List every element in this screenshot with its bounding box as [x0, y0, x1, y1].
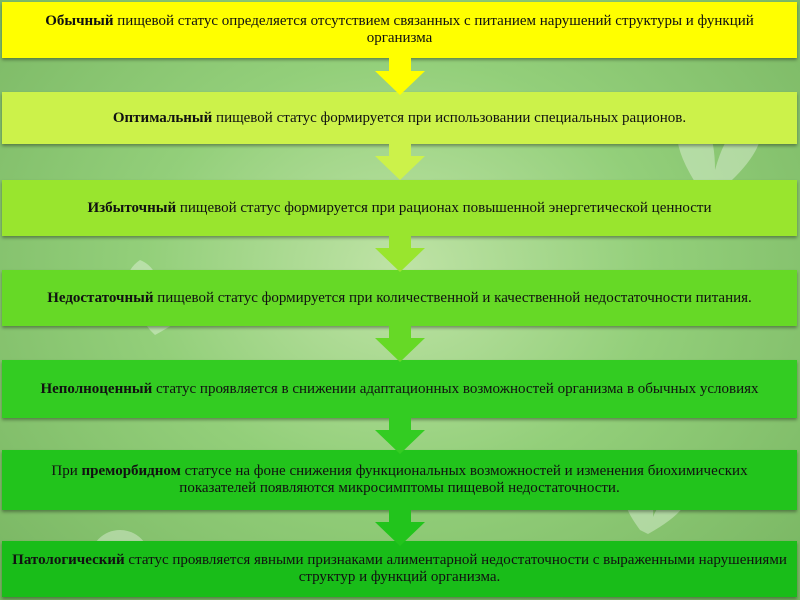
step-box-premorbid: [2, 450, 797, 510]
step-description: пищевой статус формируется при количественной и качественной недостаточности питания.: [153, 289, 752, 306]
step-box-excess: [2, 180, 797, 236]
step-description: пищевой статус формируется при рационах повышенной энергетической ценности: [176, 199, 712, 216]
down-arrow-icon: [375, 506, 425, 546]
down-arrow-icon: [375, 140, 425, 180]
step-box-pathological: [2, 541, 797, 597]
step-prefix: При: [51, 463, 82, 479]
step-description: статус проявляется явными признаками алиментарной недостаточности с выраженными нарушениями структур и функций организма.: [124, 552, 787, 585]
step-box-optimal: [2, 92, 797, 144]
step-box-normal: [2, 2, 797, 58]
step-description: статус проявляется в снижении адаптационных возможностей организма в обычных условиях: [152, 380, 759, 397]
step-description: пищевой статус формируется при использовании специальных рационов.: [212, 109, 687, 126]
step-term: преморбидном: [81, 463, 181, 479]
down-arrow-icon: [375, 414, 425, 454]
step-description: статусе на фоне снижения функциональных возможностей и изменения биохимических показателей появляются микросимптомы пищевой недостаточности.: [179, 463, 748, 496]
step-term: Недостаточный: [47, 289, 154, 306]
step-term: Патологический: [12, 552, 125, 568]
step-term: Обычный: [45, 13, 114, 29]
down-arrow-icon: [375, 322, 425, 362]
step-box-insufficient: [2, 270, 797, 326]
step-box-deficient: [2, 360, 797, 418]
step-term: Неполноценный: [40, 380, 153, 397]
step-term: Избыточный: [87, 199, 177, 216]
step-description: пищевой статус определяется отсутствием связанных с питанием нарушений структуры и функций организма: [113, 13, 754, 46]
down-arrow-icon: [375, 232, 425, 272]
step-term: Оптимальный: [112, 109, 213, 126]
down-arrow-icon: [375, 55, 425, 95]
